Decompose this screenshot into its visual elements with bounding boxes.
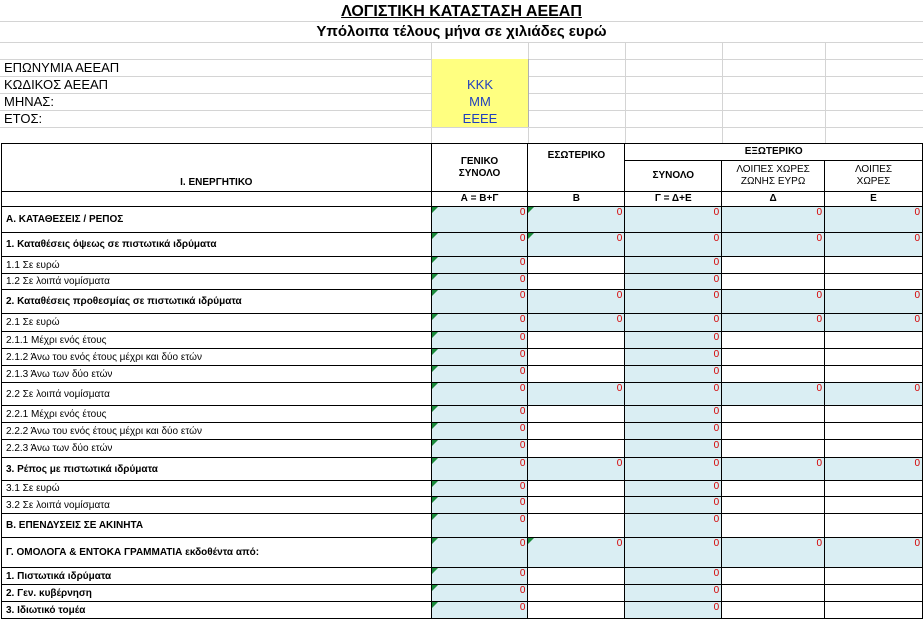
cell-e[interactable]: 0 <box>825 233 923 257</box>
col-header-foreign: ΕΞΩΤΕΡΙΚΟ <box>625 144 923 161</box>
cell-c[interactable]: 0 <box>625 207 722 233</box>
info-label-code: ΚΩΔΙΚΟΣ ΑΕΕΑΠ <box>4 77 109 92</box>
row-label: 3. Ρέπος με πιστωτικά ιδρύματα <box>2 458 432 481</box>
cell-c[interactable]: 0 <box>625 458 722 481</box>
table-row <box>2 366 923 383</box>
table-body <box>2 207 923 619</box>
cell-b[interactable]: 0 <box>528 538 625 568</box>
cell-c[interactable]: 0 <box>625 274 722 290</box>
cell-c[interactable]: 0 <box>625 602 722 619</box>
cell-e[interactable]: 0 <box>825 290 923 314</box>
row-label: 1.1 Σε ευρώ <box>2 257 432 274</box>
gridline <box>0 42 923 43</box>
gridline <box>722 42 723 143</box>
cell-d[interactable] <box>722 514 825 538</box>
cell-d[interactable]: 0 <box>722 207 825 233</box>
row-label: 2.2.3 Άνω των δύο ετών <box>2 440 432 458</box>
table-row <box>2 538 923 568</box>
row-label: 2.1 Σε ευρώ <box>2 314 432 332</box>
cell-a[interactable]: 0 <box>431 406 528 423</box>
row-label: 2. Γεν. κυβέρνηση <box>2 585 432 602</box>
row-label: 1. Καταθέσεις όψεως σε πιστωτικά ιδρύματα <box>2 233 432 257</box>
cell-e[interactable]: 0 <box>825 458 923 481</box>
report-title: ΛΟΓΙΣΤΙΚΗ ΚΑΤΑΣΤΑΣΗ ΑΕΕΑΠ <box>341 3 582 20</box>
table-row <box>2 274 923 290</box>
info-value-month[interactable]: ΜΜ <box>432 93 529 110</box>
cell-e[interactable] <box>825 257 923 274</box>
cell-b[interactable] <box>528 440 625 458</box>
cell-c[interactable]: 0 <box>625 366 722 383</box>
cell-c[interactable]: 0 <box>625 440 722 458</box>
code-a: Α = Β+Γ <box>431 192 528 207</box>
cell-c[interactable]: 0 <box>625 585 722 602</box>
table-row <box>2 568 923 585</box>
cell-c[interactable]: 0 <box>625 423 722 440</box>
cell-b[interactable]: 0 <box>528 458 625 481</box>
gridline <box>0 127 923 128</box>
cell-b[interactable]: 0 <box>528 314 625 332</box>
cell-c[interactable]: 0 <box>625 383 722 406</box>
cell-a[interactable]: 0 <box>431 332 528 349</box>
table-row <box>2 514 923 538</box>
cell-e[interactable] <box>825 423 923 440</box>
cell-b[interactable] <box>528 602 625 619</box>
cell-b[interactable] <box>528 349 625 366</box>
cell-c[interactable]: 0 <box>625 349 722 366</box>
cell-a[interactable]: 0 <box>431 207 528 233</box>
info-value-name[interactable] <box>432 59 529 76</box>
cell-a[interactable]: 0 <box>431 233 528 257</box>
row-label: Β. ΕΠΕΝΔΥΣΕΙΣ ΣΕ ΑΚΙΝΗΤΑ <box>2 514 432 538</box>
cell-b[interactable] <box>528 366 625 383</box>
cell-a[interactable]: 0 <box>431 290 528 314</box>
cell-a[interactable]: 0 <box>431 458 528 481</box>
cell-c[interactable]: 0 <box>625 568 722 585</box>
gridline <box>625 42 626 143</box>
cell-c[interactable]: 0 <box>625 481 722 497</box>
col-header-euro-area: ΛΟΙΠΕΣ ΧΩΡΕΣ ΖΩΝΗΣ ΕΥΡΩ <box>722 161 825 192</box>
row-label: 2.2.2 Άνω του ενός έτους μέχρι και δύο ετών <box>2 423 432 440</box>
cell-b[interactable] <box>528 481 625 497</box>
cell-a[interactable]: 0 <box>431 602 528 619</box>
cell-b[interactable]: 0 <box>528 207 625 233</box>
code-c: Γ = Δ+Ε <box>625 192 722 207</box>
col-header-foreign-total: ΣΥΝΟΛΟ <box>625 161 722 192</box>
table-row <box>2 257 923 274</box>
info-label-year: ΕΤΟΣ: <box>4 111 43 126</box>
balance-sheet-table <box>1 143 923 619</box>
cell-a[interactable]: 0 <box>431 481 528 497</box>
cell-a[interactable]: 0 <box>431 440 528 458</box>
cell-d[interactable] <box>722 366 825 383</box>
cell-e[interactable] <box>825 602 923 619</box>
cell-b[interactable]: 0 <box>528 383 625 406</box>
cell-e[interactable]: 0 <box>825 538 923 568</box>
gridline <box>825 42 826 143</box>
cell-a[interactable]: 0 <box>431 585 528 602</box>
cell-b[interactable] <box>528 568 625 585</box>
cell-c[interactable]: 0 <box>625 332 722 349</box>
cell-b[interactable]: 0 <box>528 233 625 257</box>
table-row <box>2 207 923 233</box>
cell-b[interactable] <box>528 497 625 514</box>
col-header-other: ΛΟΙΠΕΣ ΧΩΡΕΣ <box>825 161 923 192</box>
cell-d[interactable] <box>722 349 825 366</box>
cell-a[interactable]: 0 <box>431 514 528 538</box>
code-row-label <box>2 192 432 207</box>
info-label-month: ΜΗΝΑΣ: <box>4 94 54 109</box>
table-row <box>2 481 923 497</box>
cell-d[interactable] <box>722 257 825 274</box>
cell-b[interactable] <box>528 257 625 274</box>
cell-e[interactable]: 0 <box>825 314 923 332</box>
cell-a[interactable]: 0 <box>431 423 528 440</box>
cell-c[interactable]: 0 <box>625 406 722 423</box>
cell-e[interactable] <box>825 568 923 585</box>
cell-e[interactable] <box>825 440 923 458</box>
cell-c[interactable]: 0 <box>625 497 722 514</box>
row-label: 1. Πιστωτικά ιδρύματα <box>2 568 432 585</box>
cell-d[interactable] <box>722 568 825 585</box>
row-label: 1.2 Σε λοιπά νομίσματα <box>2 274 432 290</box>
row-label: 3.1 Σε ευρώ <box>2 481 432 497</box>
info-value-code[interactable]: ΚΚΚ <box>432 76 529 93</box>
cell-a[interactable]: 0 <box>431 257 528 274</box>
cell-e[interactable] <box>825 366 923 383</box>
cell-d[interactable]: 0 <box>722 233 825 257</box>
cell-a[interactable]: 0 <box>431 383 528 406</box>
cell-d[interactable] <box>722 602 825 619</box>
cell-a[interactable]: 0 <box>431 314 528 332</box>
cell-b[interactable] <box>528 274 625 290</box>
row-label: Α. ΚΑΤΑΘΕΣΕΙΣ / ΡΕΠΟΣ <box>2 207 432 233</box>
cell-a[interactable]: 0 <box>431 568 528 585</box>
cell-b[interactable]: 0 <box>528 290 625 314</box>
cell-a[interactable]: 0 <box>431 366 528 383</box>
table-row <box>2 585 923 602</box>
code-b: Β <box>528 192 625 207</box>
info-label-name: ΕΠΩΝΥΜΙΑ ΑΕΕΑΠ <box>4 60 120 75</box>
cell-e[interactable] <box>825 406 923 423</box>
cell-e[interactable] <box>825 497 923 514</box>
row-label: 2.1.1 Μέχρι ενός έτους <box>2 332 432 349</box>
cell-a[interactable]: 0 <box>431 274 528 290</box>
cell-d[interactable]: 0 <box>722 314 825 332</box>
table-row <box>2 233 923 257</box>
row-label: 2.2.1 Μέχρι ενός έτους <box>2 406 432 423</box>
cell-c[interactable]: 0 <box>625 514 722 538</box>
table-row <box>2 440 923 458</box>
table-row <box>2 497 923 514</box>
code-d: Δ <box>722 192 825 207</box>
row-label: 3.2 Σε λοιπά νομίσματα <box>2 497 432 514</box>
cell-e[interactable] <box>825 274 923 290</box>
cell-d[interactable] <box>722 481 825 497</box>
cell-a[interactable]: 0 <box>431 497 528 514</box>
cell-d[interactable] <box>722 406 825 423</box>
cell-e[interactable]: 0 <box>825 207 923 233</box>
table-row <box>2 349 923 366</box>
cell-c[interactable]: 0 <box>625 257 722 274</box>
report-subtitle: Υπόλοιπα τέλους μήνα σε χιλιάδες ευρώ <box>316 23 607 40</box>
cell-d[interactable] <box>722 423 825 440</box>
table-row <box>2 602 923 619</box>
row-label: 2.1.3 Άνω των δύο ετών <box>2 366 432 383</box>
cell-e[interactable]: 0 <box>825 383 923 406</box>
cell-c[interactable]: 0 <box>625 538 722 568</box>
table-row <box>2 458 923 481</box>
cell-b[interactable] <box>528 332 625 349</box>
row-label: 2.1.2 Άνω του ενός έτους μέχρι και δύο ετών <box>2 349 432 366</box>
cell-b[interactable] <box>528 514 625 538</box>
table-row <box>2 406 923 423</box>
cell-e[interactable] <box>825 349 923 366</box>
cell-b[interactable] <box>528 585 625 602</box>
cell-d[interactable]: 0 <box>722 458 825 481</box>
row-label: 2. Καταθέσεις προθεσμίας σε πιστωτικά ιδρύματα <box>2 290 432 314</box>
table-row <box>2 290 923 314</box>
cell-d[interactable] <box>722 585 825 602</box>
cell-d[interactable] <box>722 497 825 514</box>
col-header-domestic: ΕΣΩΤΕΡΙΚΟ <box>528 144 625 192</box>
cell-d[interactable]: 0 <box>722 383 825 406</box>
table-row <box>2 314 923 332</box>
cell-b[interactable] <box>528 406 625 423</box>
cell-e[interactable] <box>825 481 923 497</box>
section-heading: I. ΕΝΕΡΓΗΤΙΚΟ <box>2 144 432 192</box>
row-label: 3. Ιδιωτικό τομέα <box>2 602 432 619</box>
cell-d[interactable]: 0 <box>722 538 825 568</box>
row-label: Γ. ΟΜΟΛΟΓΑ & ΕΝΤΟΚΑ ΓΡΑΜΜΑΤΙΑ εκδοθέντα από: <box>2 538 432 568</box>
cell-a[interactable]: 0 <box>431 538 528 568</box>
cell-c[interactable]: 0 <box>625 233 722 257</box>
cell-d[interactable] <box>722 332 825 349</box>
table-row <box>2 332 923 349</box>
cell-d[interactable] <box>722 440 825 458</box>
info-value-year[interactable]: ΕΕΕΕ <box>432 110 529 127</box>
cell-d[interactable]: 0 <box>722 290 825 314</box>
cell-d[interactable] <box>722 274 825 290</box>
row-label: 2.2 Σε λοιπά νομίσματα <box>2 383 432 406</box>
cell-c[interactable]: 0 <box>625 290 722 314</box>
cell-e[interactable] <box>825 514 923 538</box>
cell-b[interactable] <box>528 423 625 440</box>
cell-e[interactable] <box>825 332 923 349</box>
cell-e[interactable] <box>825 585 923 602</box>
col-header-total: ΓΕΝΙΚΟ ΣΥΝΟΛΟ <box>431 144 528 192</box>
cell-a[interactable]: 0 <box>431 349 528 366</box>
table-row <box>2 423 923 440</box>
cell-c[interactable]: 0 <box>625 314 722 332</box>
code-e: Ε <box>825 192 923 207</box>
table-row <box>2 383 923 406</box>
